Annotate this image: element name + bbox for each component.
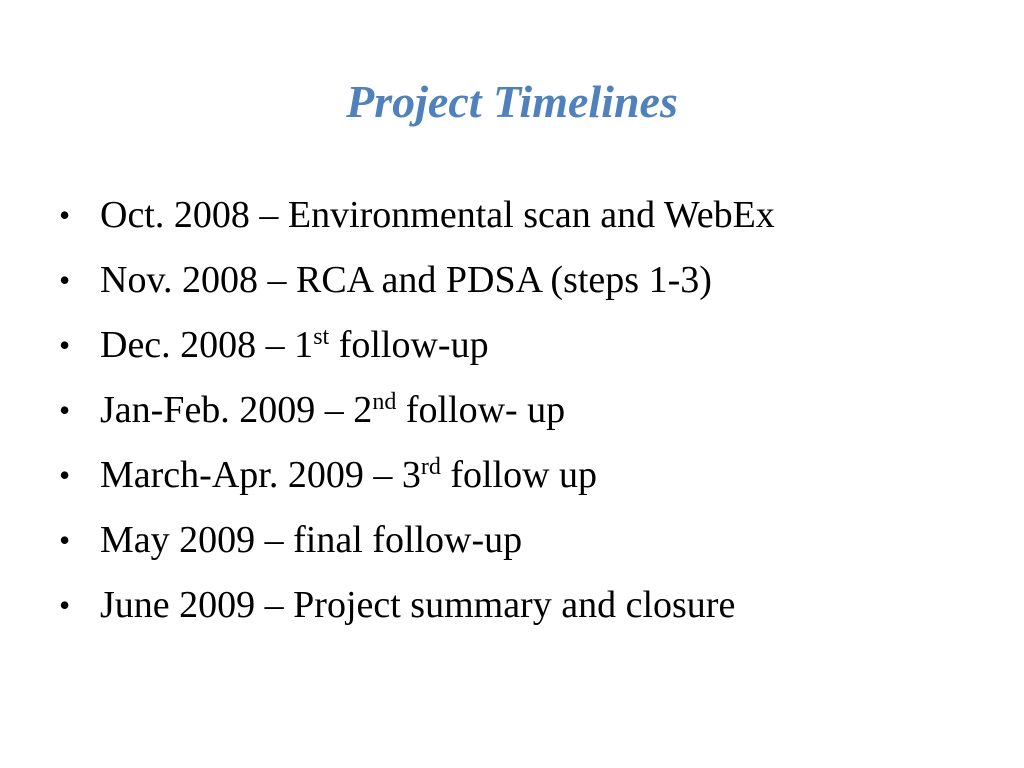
bullet-text: May 2009 – final follow-up — [100, 519, 523, 561]
list-item — [56, 248, 775, 313]
bullet-text-end: follow up — [440, 454, 598, 496]
bullet-icon: • — [59, 327, 71, 363]
bullet-icon: • — [59, 392, 71, 428]
bullet-text-end: follow-up — [329, 324, 489, 366]
bullet-icon: • — [59, 197, 71, 233]
bullet-icon: • — [59, 587, 71, 623]
list-item — [56, 573, 775, 638]
list-item — [56, 183, 775, 248]
ordinal-suffix: st — [313, 324, 330, 350]
list-item — [56, 378, 775, 443]
bullet-text-end: follow- up — [396, 389, 566, 431]
bullet-text: Oct. 2008 – Environmental scan and WebEx — [100, 194, 775, 236]
bullet-text-start: Jan-Feb. 2009 – 2 — [100, 389, 373, 431]
bullet-text-start: Dec. 2008 – 1 — [100, 324, 314, 366]
bullet-text: Nov. 2008 – RCA and PDSA (steps 1-3) — [100, 259, 712, 301]
bullet-icon: • — [59, 522, 71, 558]
ordinal-suffix: nd — [372, 389, 397, 415]
bullet-icon: • — [59, 457, 71, 493]
slide-title: Project Timelines — [346, 76, 678, 127]
bullet-text-start: March-Apr. 2009 – 3 — [100, 454, 421, 496]
list-item — [56, 508, 775, 573]
bullet-text: June 2009 – Project summary and closure — [100, 584, 736, 626]
list-item — [56, 443, 775, 508]
ordinal-suffix: rd — [420, 454, 441, 480]
list-item — [56, 313, 775, 378]
bullet-icon: • — [59, 262, 71, 298]
bullet-list — [56, 183, 775, 638]
